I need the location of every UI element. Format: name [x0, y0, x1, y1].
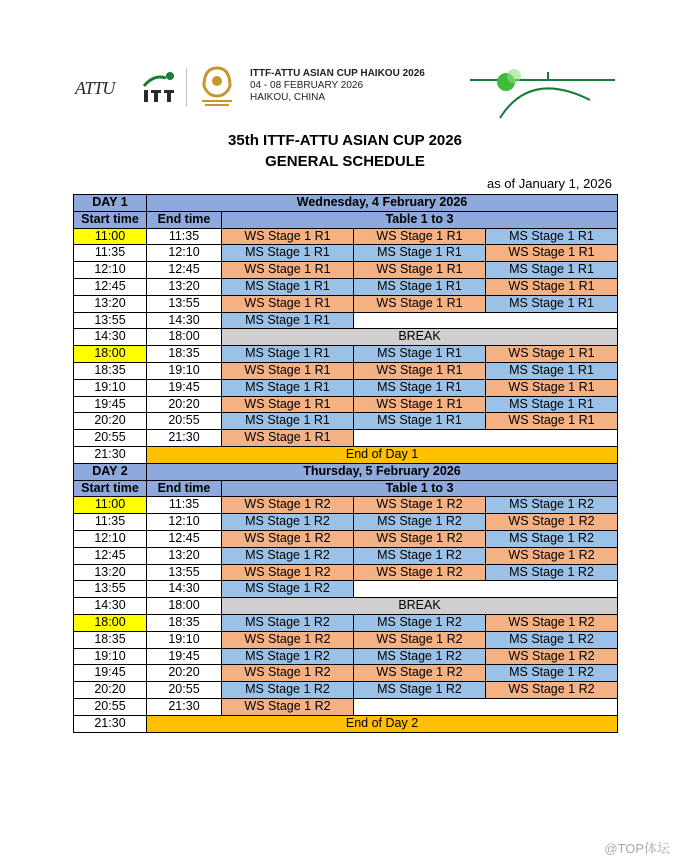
end-of-day-row [74, 446, 618, 463]
match-cell-table-3: MS Stage 1 R1 [486, 396, 618, 413]
end-time: 12:45 [147, 262, 222, 279]
start-time: 12:45 [74, 547, 147, 564]
day-label: DAY 1 [74, 195, 147, 212]
match-cell-table-1: MS Stage 1 R1 [222, 312, 354, 329]
match-cell-table-2: MS Stage 1 R1 [354, 278, 486, 295]
match-cell-table-1: MS Stage 1 R2 [222, 648, 354, 665]
start-time: 12:45 [74, 278, 147, 295]
match-cell-table-2: WS Stage 1 R1 [354, 262, 486, 279]
schedule-row [74, 278, 618, 295]
document-subtitle: GENERAL SCHEDULE [265, 153, 425, 170]
end-time: 20:20 [147, 665, 222, 682]
logo-divider [186, 68, 187, 106]
ittf-logo [140, 68, 182, 104]
start-time: 13:20 [74, 564, 147, 581]
schedule-row [74, 228, 618, 245]
schedule-row [74, 682, 618, 699]
end-of-day-label: End of Day 2 [147, 715, 618, 732]
start-time: 13:55 [74, 581, 147, 598]
end-time: 13:55 [147, 295, 222, 312]
break-label: BREAK [222, 598, 618, 615]
end-time: 21:30 [147, 698, 222, 715]
end-time: 13:55 [147, 564, 222, 581]
match-cell-table-1: WS Stage 1 R1 [222, 396, 354, 413]
event-info [250, 68, 425, 104]
schedule-row [74, 413, 618, 430]
match-cell-table-2: MS Stage 1 R1 [354, 346, 486, 363]
end-time: 19:10 [147, 362, 222, 379]
schedule-row [74, 514, 618, 531]
end-time: 20:55 [147, 413, 222, 430]
column-header-row [74, 480, 618, 497]
start-time: 12:10 [74, 530, 147, 547]
day-date: Thursday, 5 February 2026 [147, 463, 618, 480]
match-cell-table-2: MS Stage 1 R1 [354, 379, 486, 396]
start-time: 21:30 [74, 715, 147, 732]
end-time: 13:20 [147, 547, 222, 564]
match-cell-table-2: WS Stage 1 R2 [354, 631, 486, 648]
match-cell-table-2: WS Stage 1 R1 [354, 295, 486, 312]
schedule-row [74, 581, 618, 598]
match-cell-table-3: WS Stage 1 R2 [486, 614, 618, 631]
end-time: 14:30 [147, 581, 222, 598]
match-cell-table-3: WS Stage 1 R2 [486, 514, 618, 531]
schedule-row [74, 497, 618, 514]
start-time: 19:45 [74, 396, 147, 413]
match-cell-table-3: WS Stage 1 R1 [486, 245, 618, 262]
schedule-row [74, 245, 618, 262]
start-time: 14:30 [74, 598, 147, 615]
end-time: 20:55 [147, 682, 222, 699]
schedule-body [74, 195, 618, 733]
start-time: 11:00 [74, 228, 147, 245]
end-time: 21:30 [147, 430, 222, 447]
end-time-header: End time [147, 480, 222, 497]
day-header-row [74, 463, 618, 480]
match-cell-table-1: MS Stage 1 R1 [222, 413, 354, 430]
start-time: 21:30 [74, 446, 147, 463]
match-cell-table-1: MS Stage 1 R1 [222, 278, 354, 295]
start-time: 13:20 [74, 295, 147, 312]
schedule-row [74, 396, 618, 413]
start-time: 18:35 [74, 631, 147, 648]
start-time: 11:35 [74, 514, 147, 531]
match-cell-table-1: MS Stage 1 R2 [222, 581, 354, 598]
start-time: 19:10 [74, 648, 147, 665]
match-cell-table-1: MS Stage 1 R1 [222, 346, 354, 363]
match-cell-table-3: MS Stage 1 R1 [486, 295, 618, 312]
end-time: 11:35 [147, 228, 222, 245]
match-cell-table-2: MS Stage 1 R2 [354, 682, 486, 699]
match-cell-table-3: MS Stage 1 R1 [486, 262, 618, 279]
schedule-row [74, 430, 618, 447]
end-time: 13:20 [147, 278, 222, 295]
match-cell-table-2: MS Stage 1 R2 [354, 648, 486, 665]
match-cell-table-2: WS Stage 1 R1 [354, 396, 486, 413]
start-time: 20:20 [74, 413, 147, 430]
start-time: 19:45 [74, 665, 147, 682]
schedule-row [74, 547, 618, 564]
schedule-row [74, 698, 618, 715]
watermark: @TOP体坛 [604, 841, 670, 856]
event-name: ITTF-ATTU ASIAN CUP HAIKOU 2026 [250, 68, 425, 79]
match-cell-table-2: WS Stage 1 R1 [354, 362, 486, 379]
match-cell-table-1: WS Stage 1 R1 [222, 262, 354, 279]
table-tennis-ball-graphic [470, 60, 620, 120]
schedule-row [74, 379, 618, 396]
start-time-header: Start time [74, 211, 147, 228]
end-time: 18:00 [147, 598, 222, 615]
end-time: 19:10 [147, 631, 222, 648]
end-time: 12:10 [147, 514, 222, 531]
match-cell-table-3: MS Stage 1 R2 [486, 564, 618, 581]
match-cell-table-1: WS Stage 1 R2 [222, 698, 354, 715]
match-cell-table-1: WS Stage 1 R1 [222, 430, 354, 447]
schedule-row [74, 631, 618, 648]
schedule-row [74, 564, 618, 581]
schedule-row [74, 598, 618, 615]
page-header [0, 0, 690, 120]
end-time: 14:30 [147, 312, 222, 329]
as-of-date: as of January 1, 2026 [486, 176, 612, 191]
tables-header: Table 1 to 3 [222, 480, 618, 497]
match-cell-table-3: WS Stage 1 R1 [486, 379, 618, 396]
day-label: DAY 2 [74, 463, 147, 480]
match-cell-table-2: WS Stage 1 R2 [354, 497, 486, 514]
match-cell-table-1: MS Stage 1 R2 [222, 547, 354, 564]
end-of-day-row [74, 715, 618, 732]
start-time: 18:00 [74, 614, 147, 631]
match-cell-table-2: MS Stage 1 R2 [354, 514, 486, 531]
day-date: Wednesday, 4 February 2026 [147, 195, 618, 212]
match-cell-table-3: MS Stage 1 R2 [486, 530, 618, 547]
match-cell-table-2: WS Stage 1 R2 [354, 530, 486, 547]
end-time: 11:35 [147, 497, 222, 514]
start-time: 20:55 [74, 430, 147, 447]
match-cell-table-2: MS Stage 1 R2 [354, 547, 486, 564]
day-header-row [74, 195, 618, 212]
match-cell-table-1: WS Stage 1 R1 [222, 228, 354, 245]
start-time: 19:10 [74, 379, 147, 396]
document-title: 35th ITTF-ATTU ASIAN CUP 2026 [228, 132, 462, 149]
match-cell-table-3: WS Stage 1 R1 [486, 413, 618, 430]
start-time: 13:55 [74, 312, 147, 329]
end-time: 12:10 [147, 245, 222, 262]
match-cell-table-3: MS Stage 1 R1 [486, 362, 618, 379]
start-time: 11:00 [74, 497, 147, 514]
match-cell-table-1: WS Stage 1 R2 [222, 564, 354, 581]
start-time: 11:35 [74, 245, 147, 262]
schedule-row [74, 362, 618, 379]
schedule-row [74, 614, 618, 631]
schedule-row [74, 530, 618, 547]
end-time: 18:35 [147, 614, 222, 631]
match-cell-table-2: WS Stage 1 R2 [354, 564, 486, 581]
schedule-table [73, 194, 618, 733]
match-cell-table-2: WS Stage 1 R1 [354, 228, 486, 245]
match-cell-table-1: MS Stage 1 R2 [222, 614, 354, 631]
end-time: 18:00 [147, 329, 222, 346]
match-cell-table-3: WS Stage 1 R2 [486, 648, 618, 665]
schedule-row [74, 329, 618, 346]
event-dates: 04 - 08 FEBRUARY 2026 [250, 80, 364, 91]
end-time: 20:20 [147, 396, 222, 413]
match-cell-table-1: WS Stage 1 R1 [222, 362, 354, 379]
column-header-row [74, 211, 618, 228]
empty-cell [354, 581, 618, 598]
match-cell-table-3: MS Stage 1 R2 [486, 631, 618, 648]
attu-logo: ATTU [75, 78, 115, 98]
empty-cell [354, 312, 618, 329]
start-time: 20:55 [74, 698, 147, 715]
match-cell-table-3: MS Stage 1 R2 [486, 497, 618, 514]
schedule-row [74, 648, 618, 665]
match-cell-table-1: WS Stage 1 R1 [222, 295, 354, 312]
schedule-row [74, 346, 618, 363]
tables-header: Table 1 to 3 [222, 211, 618, 228]
end-time: 18:35 [147, 346, 222, 363]
break-label: BREAK [222, 329, 618, 346]
empty-cell [354, 698, 618, 715]
match-cell-table-1: WS Stage 1 R2 [222, 497, 354, 514]
match-cell-table-2: MS Stage 1 R1 [354, 245, 486, 262]
match-cell-table-3: WS Stage 1 R2 [486, 682, 618, 699]
start-time: 18:35 [74, 362, 147, 379]
match-cell-table-3: MS Stage 1 R2 [486, 665, 618, 682]
schedule-row [74, 295, 618, 312]
match-cell-table-3: WS Stage 1 R2 [486, 547, 618, 564]
match-cell-table-3: WS Stage 1 R1 [486, 346, 618, 363]
match-cell-table-1: WS Stage 1 R2 [222, 530, 354, 547]
schedule-row [74, 262, 618, 279]
empty-cell [354, 430, 618, 447]
match-cell-table-3: MS Stage 1 R1 [486, 228, 618, 245]
end-time-header: End time [147, 211, 222, 228]
match-cell-table-2: WS Stage 1 R2 [354, 665, 486, 682]
end-time: 19:45 [147, 648, 222, 665]
match-cell-table-2: MS Stage 1 R1 [354, 413, 486, 430]
match-cell-table-1: MS Stage 1 R2 [222, 514, 354, 531]
asian-cup-emblem [196, 64, 238, 110]
end-of-day-label: End of Day 1 [147, 446, 618, 463]
match-cell-table-1: MS Stage 1 R2 [222, 682, 354, 699]
end-time: 19:45 [147, 379, 222, 396]
end-time: 12:45 [147, 530, 222, 547]
event-location: HAIKOU, CHINA [250, 92, 326, 103]
match-cell-table-2: MS Stage 1 R2 [354, 614, 486, 631]
start-time: 14:30 [74, 329, 147, 346]
start-time: 20:20 [74, 682, 147, 699]
start-time-header: Start time [74, 480, 147, 497]
match-cell-table-1: WS Stage 1 R2 [222, 665, 354, 682]
schedule-row [74, 312, 618, 329]
start-time: 18:00 [74, 346, 147, 363]
start-time: 12:10 [74, 262, 147, 279]
match-cell-table-1: MS Stage 1 R1 [222, 245, 354, 262]
schedule-row [74, 665, 618, 682]
match-cell-table-3: WS Stage 1 R1 [486, 278, 618, 295]
match-cell-table-1: MS Stage 1 R1 [222, 379, 354, 396]
match-cell-table-1: WS Stage 1 R2 [222, 631, 354, 648]
